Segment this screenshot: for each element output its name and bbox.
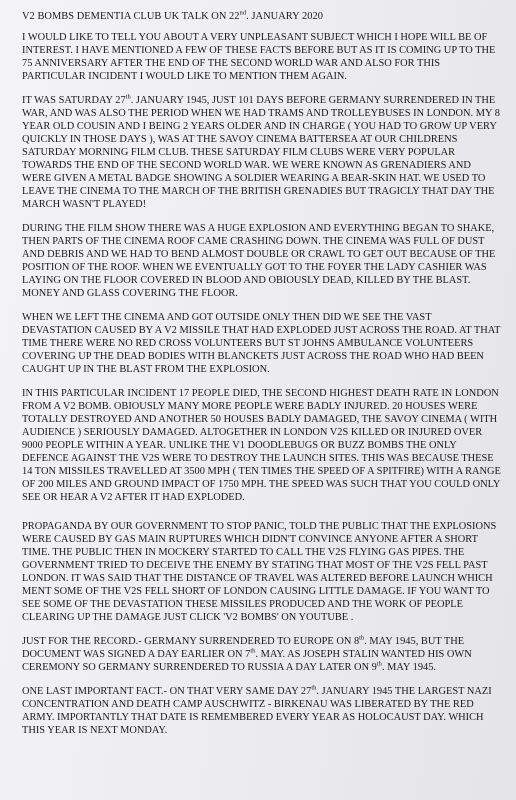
paragraph-text: IT WAS SATURDAY 27	[22, 95, 126, 106]
body-paragraph-7	[22, 635, 502, 674]
paragraph-text: PROPAGANDA BY OUR GOVERNMENT TO STOP PANIC, TOLD THE PUBLIC THAT THE EXPLOSIONS WERE CAUSED BY GAS MAIN RUPTURES WHICH DIDN'T CONVINCE ANYONE AFTER A SHORT TIME. THE PUBLIC THEN IN MOCKERY STARTED TO CALL THE V2S FLYING GAS PIPES. THE GOVERNMENT TRIED TO DECEIVE THE ENEMY BY STATING THAT MOST OF THE V2S FELL PAST LONDON. IT WAS SAID THAT THE DISTANCE OF TRAVEL WAS ALTERED BEFORE LAUNCH WHICH MENT SOME OF THE V2S FELL SHORT OF LONDON CAUSING LITTLE DAMAGE. IF YOU WANT TO SEE SOME OF THE DEVASTATION THESE MISSILES PRODUCED AND THE WORK OF PEOPLE CLEARING UP THE DAMAGE JUST CLICK 'V2 BOMBS' ON YOUTUBE .	[22, 521, 497, 623]
paragraph-text: JUST FOR THE RECORD.- GERMANY SURRENDERED TO EUROPE ON 8	[22, 636, 360, 647]
paragraph-text: . MAY 1945, BUT THE DOCUMENT WAS SIGNED A DAY EARLIER ON 7	[22, 636, 465, 660]
paragraph-text: WHEN WE LEFT THE CINEMA AND GOT OUTSIDE ONLY THEN DID WE SEE THE VAST DEVASTATION CAUSED BY A V2 MISSILE THAT HAD EXPLODED JUST ACROSS THE ROAD. AT THAT TIME THERE WERE NO RED CROSS VOLUNTEERS BUT ST JOHNS AMBULANCE VOLUNTEERS COVERING UP THE DEAD BODIES WITH BLANCKETS JUST ACROSS THE ROAD WHO HAD BEEN CAUGHT UP IN THE BLAST FROM THE EXPLOSION.	[22, 312, 501, 375]
document-title	[22, 10, 502, 23]
ordinal-suffix: th	[125, 93, 131, 101]
paragraph-text: ONE LAST IMPORTANT FACT.- ON THAT VERY SAME DAY 27	[22, 686, 312, 697]
paragraph-text: . MAY 1945.	[381, 662, 437, 673]
paragraph-text: I WOULD LIKE TO TELL YOU ABOUT A VERY UNPLEASANT SUBJECT WHICH I HOPE WILL BE OF INTEREST. I HAVE MENTIONED A FEW OF THESE FACTS BEFORE BUT AS IT IS COMING UP TO THE 75 ANNIVERSARY AFTER THE END OF THE SECOND WORLD WAR AND ALSO FOR THIS PARTICULAR INCIDENT I WOULD LIKE TO MENTION THEM AGAIN.	[22, 32, 496, 82]
ordinal-suffix: th	[376, 660, 382, 668]
paragraph-text: . JANUARY 1945, JUST 101 DAYS BEFORE GERMANY SURRENDERED IN THE WAR, AND WAS ALSO THE PERIOD WHEN WE HAD TRAMS AND TROLLEYBUSES IN LONDON. MY 8 YEAR OLD COUSIN AND I BEING 2 YEARS OLDER AND IN CHARGE ( YOU HAD TO GROW UP VERY QUICKLY IN THOSE DAYS ), WAS AT THE SAVOY CINEMA BATTERSEA AT OUR CHILDRENS SATURDAY MORNING FILM CLUB. THESE SATURDAY FILM CLUBS WERE VERY POPULAR TOWARDS THE END OF THE SECOND WORLD WAR. WE WERE KNOWN AS GRENADIERS AND WERE GIVEN A METAL BADGE SHOWING A SOLDIER WEARING A BEAR-SKIN HAT. WE USED TO LEAVE THE CINEMA TO THE MARCH OF THE BRITISH GRENADIES BUT TRAGICLY THAT DAY THE MARCH WASN'T PLAYED!	[22, 95, 500, 210]
ordinal-suffix: th	[359, 634, 365, 642]
ordinal-suffix: th	[311, 684, 317, 692]
paragraph-text: . JANUARY 1945 THE LARGEST NAZI CONCENTRATION AND DEATH CAMP AUSCHWITZ - BIRKENAU WAS LIBERATED BY THE RED ARMY. IMPORTANTLY THAT DATE IS REMEMBERED EVERY YEAR AS HOLOCAUST DAY. WHICH THIS YEAR IS NEXT MONDAY.	[22, 686, 492, 736]
body-paragraph-2	[22, 94, 502, 211]
body-paragraph-1	[22, 31, 502, 83]
body-paragraph-8	[22, 685, 502, 737]
paragraph-text: IN THIS PARTICULAR INCIDENT 17 PEOPLE DIED, THE SECOND HIGHEST DEATH RATE IN LONDON FROM A V2 BOMB. OBIOUSLY MANY MORE PEOPLE WERE BADLY INJURED. 20 HOUSES WERE TOTALLY DESTROYED AND ANOTHER 50 HOUSES BADLY DAMAGED, THE SAVOY CINEMA ( WITH AUDIENCE ) SERIOUSLY DAMAGED. ALTOGETHER IN LONDON V2S KILLED OR INJURED OVER 9000 PEOPLE WITHIN A YEAR. UNLIKE THE V1 DOODLEBUGS OR BUZZ BOMBS THE ONLY DEFENCE AGAINST THE V2S WERE TO DESTROY THE LAUNCH SITES. THIS WAS BECAUSE THESE 14 TON MISSILES TRAVELLED AT 3500 MPH ( TEN TIMES THE SPEED OF A SPITFIRE) WITH A RANGE OF 200 MILES AND GROUND IMPACT OF 1750 MPH. THE SPEED WAS SUCH THAT YOU COULD ONLY SEE OR HEAR A V2 AFTER IT HAD EXPLODED.	[22, 388, 501, 503]
ordinal-suffix: th	[250, 647, 256, 655]
document-body	[22, 31, 502, 737]
body-paragraph-5	[22, 387, 502, 504]
body-paragraph-4	[22, 311, 502, 376]
body-paragraph-6	[22, 520, 502, 624]
paragraph-text: . MAY. AS JOSEPH STALIN WANTED HIS OWN CEREMONY SO GERMANY SURRENDERED TO RUSSIA A DAY LATER ON 9	[22, 649, 472, 673]
paragraph-text: DURING THE FILM SHOW THERE WAS A HUGE EXPLOSION AND EVERYTHING BEGAN TO SHAKE, THEN PARTS OF THE CINEMA ROOF CAME CRASHING DOWN. THE CINEMA WAS FULL OF DUST AND DEBRIS AND WE HAD TO BEND ALMOST DOUBLE OR CRAWL TO GET OUT BECAUSE OF THE POSITION OF THE ROOF. WHEN WE EVENTUALLY GOT TO THE FOYER THE LADY CASHIER WAS LAYING ON THE FLOOR COVERED IN BLOOD AND OBIOUSLY DEAD, KILLED BY THE BLAST. MONEY AND GLASS COVERING THE FLOOR.	[22, 223, 496, 299]
title-ordinal-suffix: nd	[239, 9, 247, 17]
body-paragraph-3	[22, 222, 502, 300]
title-main: V2 BOMBS DEMENTIA CLUB UK TALK ON 22	[22, 11, 240, 22]
title-date: . JANUARY 2020	[246, 11, 323, 22]
